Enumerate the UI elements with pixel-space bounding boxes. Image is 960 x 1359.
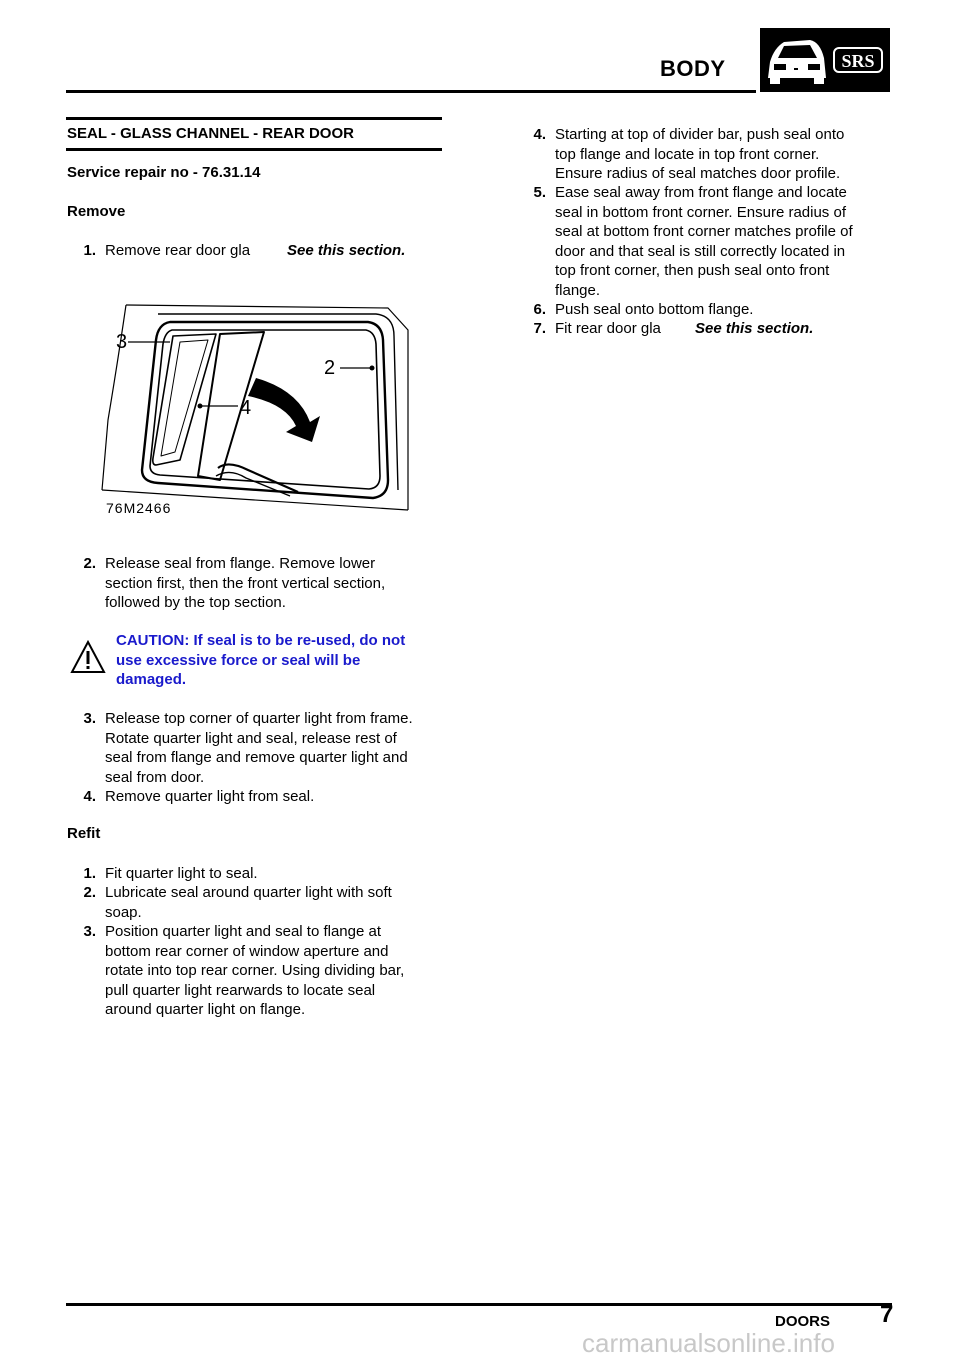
warning-triangle-icon: [70, 640, 106, 674]
page-number: 7: [880, 1301, 894, 1328]
refit-step-6: 6. Push seal onto bottom flange.: [533, 301, 754, 318]
caution-note: CAUTION: If seal is to be re-used, do not use excessive force or seal will be damaged.: [116, 632, 406, 688]
footer-rule: [66, 1303, 892, 1306]
remove-step-4: 4. Remove quarter light from seal.: [83, 788, 315, 805]
refit-step-7: 7. Fit rear door gla See this section.: [533, 320, 814, 337]
rotation-arrow: [248, 378, 320, 442]
cross-reference-link[interactable]: See this section.: [287, 242, 406, 259]
remove-heading: Remove: [67, 203, 126, 220]
cross-reference-link[interactable]: See this section.: [695, 320, 814, 337]
page-header-title: BODY: [660, 56, 726, 81]
srs-logo-text: SRS: [841, 51, 875, 71]
figure-code: 76M2466: [106, 500, 172, 516]
door-window-figure: [98, 300, 418, 525]
srs-logo: [760, 28, 890, 92]
car-front-icon: [760, 28, 890, 92]
service-repair-number: Service repair no - 76.31.14: [67, 164, 261, 181]
callout-3: 3: [116, 331, 128, 353]
callout-4: 4: [240, 397, 252, 419]
title-rule-bottom: [66, 148, 442, 151]
refit-heading: Refit: [67, 825, 101, 842]
refit-step-1: 1. Fit quarter light to seal.: [83, 865, 258, 882]
callout-2: 2: [324, 357, 336, 379]
header-rule: [66, 90, 756, 93]
section-title: SEAL - GLASS CHANNEL - REAR DOOR: [67, 125, 354, 142]
watermark: carmanualsonline.info: [582, 1328, 835, 1358]
footer-section: DOORS: [775, 1313, 831, 1330]
remove-step-1: 1. Remove rear door gla See this section.: [83, 242, 406, 259]
title-rule-top: [66, 117, 442, 120]
